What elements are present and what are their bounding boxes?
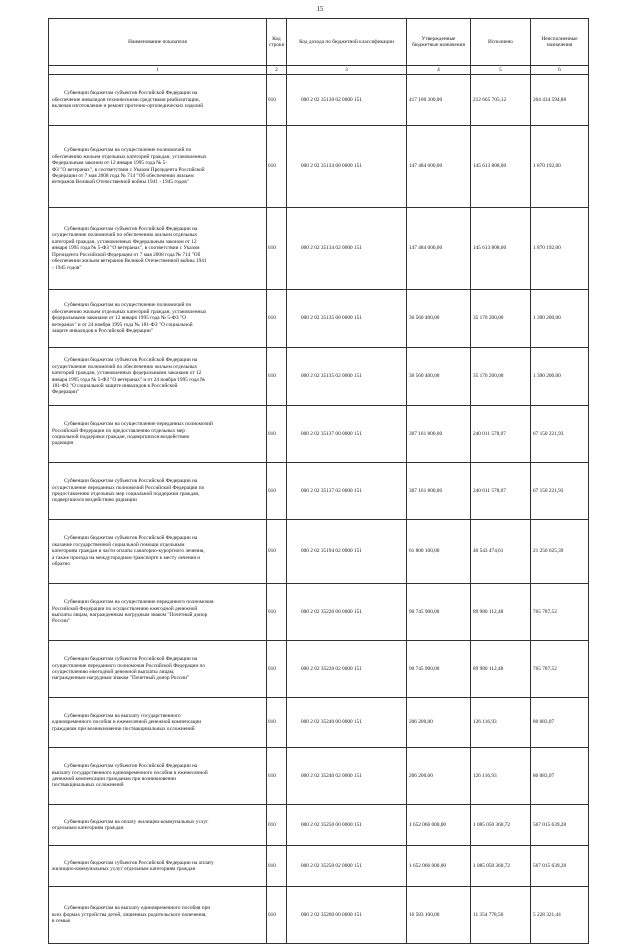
row-line-code: 010: [267, 805, 287, 846]
row-unexecuted-amount: 21 256 625,39: [531, 520, 589, 584]
row-approved-amount: 90 745 900,00: [407, 584, 471, 641]
row-unexecuted-amount: 1 870 192,00: [531, 126, 589, 208]
row-approved-amount: 206 200,00: [407, 698, 471, 748]
row-unexecuted-amount: 80 083,07: [531, 748, 589, 805]
row-indicator-name: [49, 520, 267, 584]
table-row: [49, 463, 589, 520]
row-indicator-name: [49, 584, 267, 641]
row-indicator-text: Субвенции бюджетам субъектов Российской Федерации на обеспечение инвалидов техническими средствами реабилитации, включая изготовление и ремонт протезно-ортопедических изделий: [52, 90, 204, 110]
row-income-code: 000 2 02 35250 02 0000 151: [287, 846, 407, 887]
table-row: [49, 846, 589, 887]
row-line-code: 010: [267, 846, 287, 887]
table-row: [49, 348, 589, 406]
row-indicator-text: Субвенции бюджетам субъектов Российской Федерации на оплату жилищно-коммунальных услуг отдельным категориям граждан: [52, 859, 214, 872]
row-income-code: 000 2 02 35194 02 0000 151: [287, 520, 407, 584]
row-income-code: 000 2 02 35240 02 0000 151: [287, 748, 407, 805]
header-row: [49, 19, 589, 66]
row-income-code: 000 2 02 35220 02 0000 151: [287, 641, 407, 698]
row-line-code: 010: [267, 887, 287, 944]
row-income-code: 000 2 02 35250 00 0000 151: [287, 805, 407, 846]
row-indicator-text: Субвенции бюджетам субъектов Российской Федерации на осуществление полномочий по обеспечению жильем отдельных категорий граждан, установленных Федеральным законом от 12 января 1995 года № 5-ФЗ "О ветеранах", в соответствии с Указом Президента Российской Федерации от 7 мая 2008 года № 714 "Об обеспечении жильем ветеранов Великой Отечественной войны 1941 - 1945 годов": [52, 225, 207, 271]
table-row: [49, 887, 589, 944]
row-indicator-name: [49, 641, 267, 698]
table-row: [49, 805, 589, 846]
table-row: [49, 641, 589, 698]
row-executed-amount: 145 613 808,00: [471, 126, 531, 208]
row-line-code: 010: [267, 584, 287, 641]
row-indicator-name: [49, 126, 267, 208]
row-approved-amount: 1 652 066 000,00: [407, 805, 471, 846]
row-line-code: 010: [267, 641, 287, 698]
row-line-code: 010: [267, 406, 287, 463]
row-income-code: 000 2 02 35135 02 0000 151: [287, 348, 407, 406]
row-income-code: 000 2 02 35260 00 0000 151: [287, 887, 407, 944]
row-income-code: 000 2 02 35137 00 0000 151: [287, 406, 407, 463]
row-indicator-name: [49, 208, 267, 290]
row-line-code: 010: [267, 698, 287, 748]
row-executed-amount: 212 665 705,12: [471, 75, 531, 126]
row-line-code: 010: [267, 463, 287, 520]
row-indicator-name: [49, 75, 267, 126]
table-row: [49, 698, 589, 748]
row-executed-amount: 240 011 578,07: [471, 406, 531, 463]
table-row: [49, 290, 589, 348]
column-number: 3: [287, 66, 407, 75]
row-unexecuted-amount: 567 015 639,28: [531, 846, 589, 887]
column-number: 5: [471, 66, 531, 75]
row-indicator-text: Субвенции бюджетам на осуществление полномочий по обеспечению жильем отдельных категорий граждан, установленных Федеральным законом от 12 января 1995 года № 5- ФЗ "О ветеранах", в соответствии с Указом Президента Российской Федерации от 7 мая 2008 года № 714 "Об обеспечении жильем ветеранов Великой Отечественной войны 1941 - 1945 годов": [52, 147, 207, 186]
row-executed-amount: 40 543 474,61: [471, 520, 531, 584]
row-approved-amount: 16 583 100,00: [407, 887, 471, 944]
row-indicator-name: [49, 698, 267, 748]
row-approved-amount: 1 652 066 000,00: [407, 846, 471, 887]
row-indicator-text: Субвенции бюджетам субъектов Российской Федерации на оказание государственной социальной помощи отдельным категориям граждан в части оплаты санаторно-курортного лечения, а также проезда на междугородном транспорте к месту лечения и обратно: [52, 535, 205, 568]
row-indicator-text: Субвенции бюджетам субъектов Российской Федерации на осуществление переданных полномочий Российской Федерации по предоставлению отдельных мер социальной поддержки граждан, подвергшихся воздействию радиации: [52, 478, 205, 504]
row-unexecuted-amount: 67 150 221,93: [531, 406, 589, 463]
row-executed-amount: 11 354 778,56: [471, 887, 531, 944]
row-approved-amount: 147 484 000,00: [407, 126, 471, 208]
row-line-code: 010: [267, 126, 287, 208]
row-indicator-text: Субвенции бюджетам субъектов Российской Федерации на осуществление полномочий по обеспечению жильем отдельных категорий граждан, установленных федеральными законами от 12 января 1995 года № 5-ФЗ "О ветеранах" и от 24 ноября 1995 года № 181-ФЗ "О социальной защите инвалидов в Российской Федерации": [52, 357, 206, 396]
row-unexecuted-amount: 765 787,52: [531, 641, 589, 698]
row-approved-amount: 61 800 100,00: [407, 520, 471, 584]
row-indicator-text: Субвенции бюджетам на выплату единовременного пособия при всех формах устройства детей, лишенных родительского попечения, в семью: [52, 905, 211, 925]
row-unexecuted-amount: 765 787,52: [531, 584, 589, 641]
row-approved-amount: 147 484 000,00: [407, 208, 471, 290]
table-body: [49, 75, 589, 944]
header-executed: Исполнено: [471, 19, 531, 66]
row-executed-amount: 126 116,93: [471, 748, 531, 805]
row-executed-amount: 1 085 050 360,72: [471, 805, 531, 846]
row-executed-amount: 89 980 112,48: [471, 641, 531, 698]
row-executed-amount: 145 613 808,00: [471, 208, 531, 290]
table-row: [49, 208, 589, 290]
row-approved-amount: 307 161 800,00: [407, 463, 471, 520]
row-line-code: 010: [267, 75, 287, 126]
row-income-code: 000 2 02 35134 02 0000 151: [287, 208, 407, 290]
budget-execution-table: [48, 18, 589, 944]
header-indicator-name: Наименование показателя: [49, 19, 267, 66]
row-approved-amount: 307 161 800,00: [407, 406, 471, 463]
header-approved: Утвержденные бюджетные назначения: [407, 19, 471, 66]
row-line-code: 010: [267, 348, 287, 406]
row-indicator-name: [49, 805, 267, 846]
row-income-code: 000 2 02 35220 00 0000 151: [287, 584, 407, 641]
row-income-code: 000 2 02 35137 02 0000 151: [287, 463, 407, 520]
table-row: [49, 75, 589, 126]
row-approved-amount: 90 745 900,00: [407, 641, 471, 698]
row-line-code: 010: [267, 290, 287, 348]
row-executed-amount: 126 116,93: [471, 698, 531, 748]
row-unexecuted-amount: 1 390 200,00: [531, 348, 589, 406]
row-indicator-name: [49, 887, 267, 944]
row-line-code: 010: [267, 520, 287, 584]
row-indicator-text: Субвенции бюджетам на осуществление переданных полномочий Российской Федерации по предоставлению отдельных мер социальной поддержки граждан, подвергшихся воздействию радиации: [52, 421, 213, 447]
row-approved-amount: 417 100 300,00: [407, 75, 471, 126]
header-income-code: Код дохода по бюджетной классификации: [287, 19, 407, 66]
row-income-code: 000 2 02 35130 02 0000 151: [287, 75, 407, 126]
row-indicator-text: Субвенции бюджетам на осуществление полномочий по обеспечению жильем отдельных категорий граждан, установленных федеральными законами от 12 января 1995 года № 5-ФЗ "О ветеранах" и от 24 ноября 1995 года № 181-ФЗ "О социальной защите инвалидов в Российской Федерации": [52, 302, 207, 335]
row-indicator-text: Субвенции бюджетам субъектов Российской Федерации на выплату государственного единовременного пособия и ежемесячной денежной компенсации гражданам при возникновении поствакцинальных осложнений: [52, 763, 208, 789]
column-number: 2: [267, 66, 287, 75]
row-unexecuted-amount: 204 434 594,88: [531, 75, 589, 126]
table-row: [49, 584, 589, 641]
row-indicator-text: Субвенции бюджетам на осуществление переданного полномочия Российской Федерации по осуществлению ежегодной денежной выплаты лицам, награжденным нагрудным знаком "Почетный донор России": [52, 599, 214, 625]
row-unexecuted-amount: 67 150 221,93: [531, 463, 589, 520]
row-unexecuted-amount: 80 083,07: [531, 698, 589, 748]
row-executed-amount: 89 980 112,48: [471, 584, 531, 641]
row-income-code: 000 2 02 35240 00 0000 151: [287, 698, 407, 748]
row-executed-amount: 1 085 050 360,72: [471, 846, 531, 887]
row-unexecuted-amount: 1 870 192,00: [531, 208, 589, 290]
column-number: 6: [531, 66, 589, 75]
row-unexecuted-amount: 1 390 200,00: [531, 290, 589, 348]
row-indicator-text: Субвенции бюджетам на оплату жилищно-коммунальных услуг отдельным категориям граждан: [52, 818, 209, 831]
row-indicator-name: [49, 406, 267, 463]
column-number: 1: [49, 66, 267, 75]
row-indicator-text: Субвенции бюджетам субъектов Российской Федерации на осуществление переданного полномочия Российской Федерации по осуществлению ежегодной денежной выплаты лицам, награжденным нагрудным знаком "Почетный донор России": [52, 656, 206, 682]
row-income-code: 000 2 02 35134 00 0000 151: [287, 126, 407, 208]
row-indicator-name: [49, 290, 267, 348]
table-row: [49, 126, 589, 208]
row-line-code: 010: [267, 208, 287, 290]
table-row: [49, 406, 589, 463]
row-approved-amount: 36 560 400,00: [407, 348, 471, 406]
column-number: 4: [407, 66, 471, 75]
table-row: [49, 748, 589, 805]
row-unexecuted-amount: 5 228 321,44: [531, 887, 589, 944]
row-line-code: 010: [267, 748, 287, 805]
row-approved-amount: 36 560 400,00: [407, 290, 471, 348]
row-executed-amount: 35 170 200,00: [471, 290, 531, 348]
row-unexecuted-amount: 567 015 639,28: [531, 805, 589, 846]
header-unexecuted: Неисполненные назначения: [531, 19, 589, 66]
row-approved-amount: 206 200,00: [407, 748, 471, 805]
row-executed-amount: 35 170 200,00: [471, 348, 531, 406]
row-indicator-text: Субвенции бюджетам на выплату государственного единовременного пособия и ежемесячной денежной компенсации гражданам при возникновении поствакцинальных осложнений: [52, 712, 202, 732]
column-number-row: [49, 66, 589, 75]
row-indicator-name: [49, 463, 267, 520]
header-line-code: Код строки: [267, 19, 287, 66]
row-income-code: 000 2 02 35135 00 0000 151: [287, 290, 407, 348]
page-number: 15: [316, 5, 324, 13]
row-indicator-name: [49, 348, 267, 406]
table-row: [49, 520, 589, 584]
row-executed-amount: 240 011 578,07: [471, 463, 531, 520]
row-indicator-name: [49, 748, 267, 805]
row-indicator-name: [49, 846, 267, 887]
